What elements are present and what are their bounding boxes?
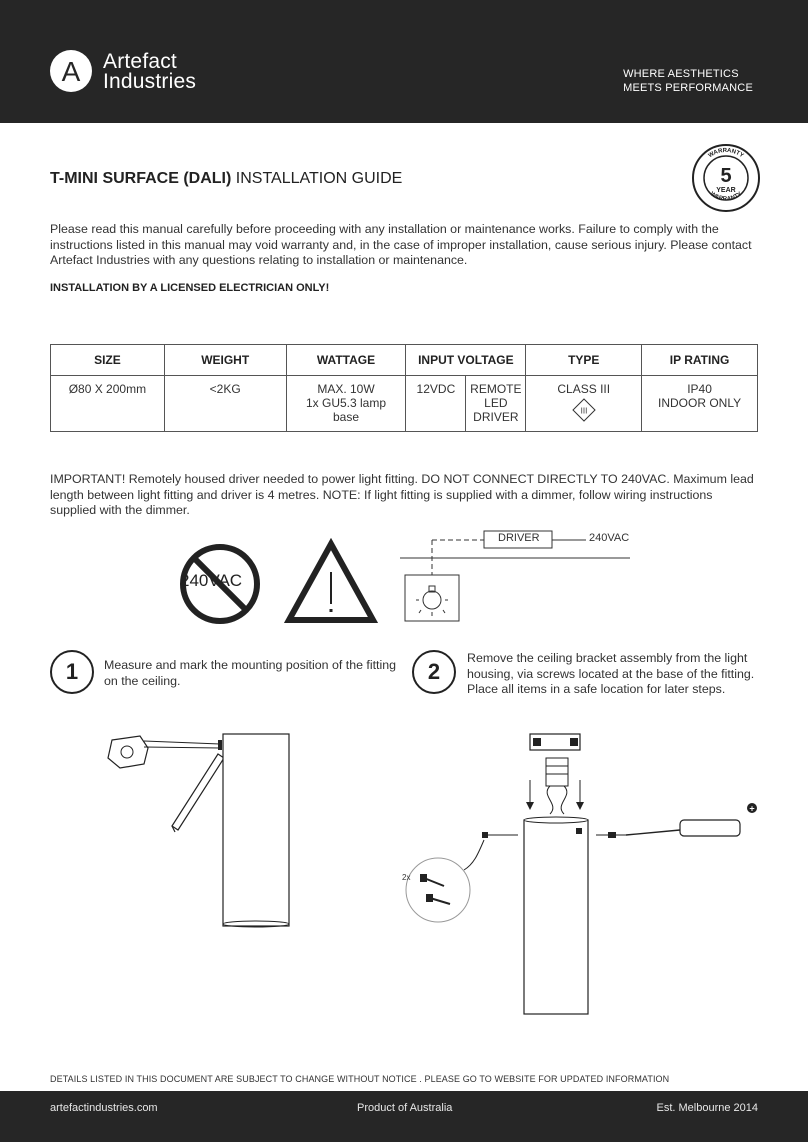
spec-header-voltage: INPUT VOLTAGE xyxy=(406,345,526,376)
logo-letter: A xyxy=(61,56,81,87)
spec-header-row xyxy=(51,345,758,376)
ip-line1: IP40 xyxy=(687,382,712,396)
page-footer xyxy=(0,1091,808,1142)
spec-voltage: 12VDC xyxy=(406,376,466,432)
footer-website[interactable]: artefactindustries.com xyxy=(50,1102,158,1114)
step-2-text: Remove the ceiling bracket assembly from the light housing, via screws located at the base of the fitting. Place all items in a safe location for later steps. xyxy=(467,651,755,696)
brand-line1: Artefact xyxy=(103,50,177,73)
licensed-warning: INSTALLATION BY A LICENSED ELECTRICIAN ONLY! xyxy=(50,282,330,294)
warranty-unit: YEAR xyxy=(716,187,736,194)
spec-size: Ø80 X 200mm xyxy=(51,376,165,432)
tagline-line2: MEETS PERFORMANCE xyxy=(623,82,753,94)
step-1-text: Measure and mark the mounting position of the fitting on the ceiling. xyxy=(104,658,397,688)
tagline-line1: WHERE AESTHETICS xyxy=(623,68,739,80)
spec-table xyxy=(50,344,758,432)
step-2-illustration xyxy=(400,728,760,1023)
brand-name xyxy=(103,52,196,92)
step-1-number: 1 xyxy=(50,650,94,694)
type-label: CLASS III xyxy=(557,382,611,396)
important-notice: IMPORTANT! Remotely housed driver needed to power light fitting. DO NOT CONNECT DIRECTLY TO 240VAC. Maximum lead length between light fitting and driver is 4 metres. NOTE: If light fitting is supplied with a dimmer, follow wiring instructions supplied with the dimmer. xyxy=(50,472,754,517)
prohibited-voltage-label: 240VAC xyxy=(180,571,243,590)
intro-paragraph: Please read this manual carefully before proceeding with any installation or maintenance works. Failure to comply with the instructions listed in this manual may void warranty and, in the case of improper installation, cause serious injury. Please contact Artefact Industries with any questions relating to installation or maintenance. xyxy=(50,222,752,267)
rotate-plus-sign: + xyxy=(749,803,755,814)
spec-header-ip: IP RATING xyxy=(642,345,758,376)
wattage-line1: MAX. 10W xyxy=(317,382,375,396)
warranty-badge-icon xyxy=(690,142,762,214)
title-rest: INSTALLATION GUIDE xyxy=(231,170,403,187)
page-header xyxy=(0,0,808,123)
brand-line2: Industries xyxy=(103,70,197,93)
warranty-ring-bottom: WARRANTY xyxy=(708,191,744,203)
driver-line1: REMOTE xyxy=(470,382,522,396)
disclaimer: DETAILS LISTED IN THIS DOCUMENT ARE SUBJECT TO CHANGE WITHOUT NOTICE . PLEASE GO TO WEBSITE FOR UPDATED INFORMATION xyxy=(50,1074,670,1084)
spec-header-type: TYPE xyxy=(526,345,642,376)
driver-label: DRIVER xyxy=(498,532,540,544)
ip-line2: INDOOR ONLY xyxy=(658,396,742,410)
warranty-ring-top: WARRANTY xyxy=(707,147,745,160)
class-three-symbol: III xyxy=(580,406,588,416)
screw-quantity: 2x xyxy=(402,873,411,882)
title-product: T-MINI SURFACE (DALI) xyxy=(50,170,232,187)
spec-ip xyxy=(642,376,758,432)
warning-diagrams xyxy=(0,528,808,628)
spec-header-wattage: WATTAGE xyxy=(286,345,406,376)
step-1-illustration xyxy=(100,728,300,933)
spec-weight: <2KG xyxy=(164,376,286,432)
spec-value-row xyxy=(51,376,758,432)
warranty-years: 5 xyxy=(720,165,732,187)
supply-voltage-label: 240VAC xyxy=(589,532,630,544)
step-2-number: 2 xyxy=(412,650,456,694)
spec-driver xyxy=(466,376,526,432)
spec-type xyxy=(526,376,642,432)
tagline xyxy=(623,67,753,95)
spec-header-weight: WEIGHT xyxy=(164,345,286,376)
wattage-line3: base xyxy=(332,410,360,424)
footer-origin: Product of Australia xyxy=(357,1102,453,1114)
driver-line2: LED xyxy=(484,396,508,410)
wattage-line2: 1x GU5.3 lamp xyxy=(305,396,387,410)
footer-established: Est. Melbourne 2014 xyxy=(656,1102,758,1114)
class-three-icon xyxy=(572,398,596,422)
page-title xyxy=(50,170,402,188)
artefact-logo-icon xyxy=(50,50,92,92)
spec-header-size: SIZE xyxy=(51,345,165,376)
spec-wattage xyxy=(286,376,406,432)
driver-line3: DRIVER xyxy=(473,410,519,424)
warning-triangle-icon xyxy=(284,538,378,624)
